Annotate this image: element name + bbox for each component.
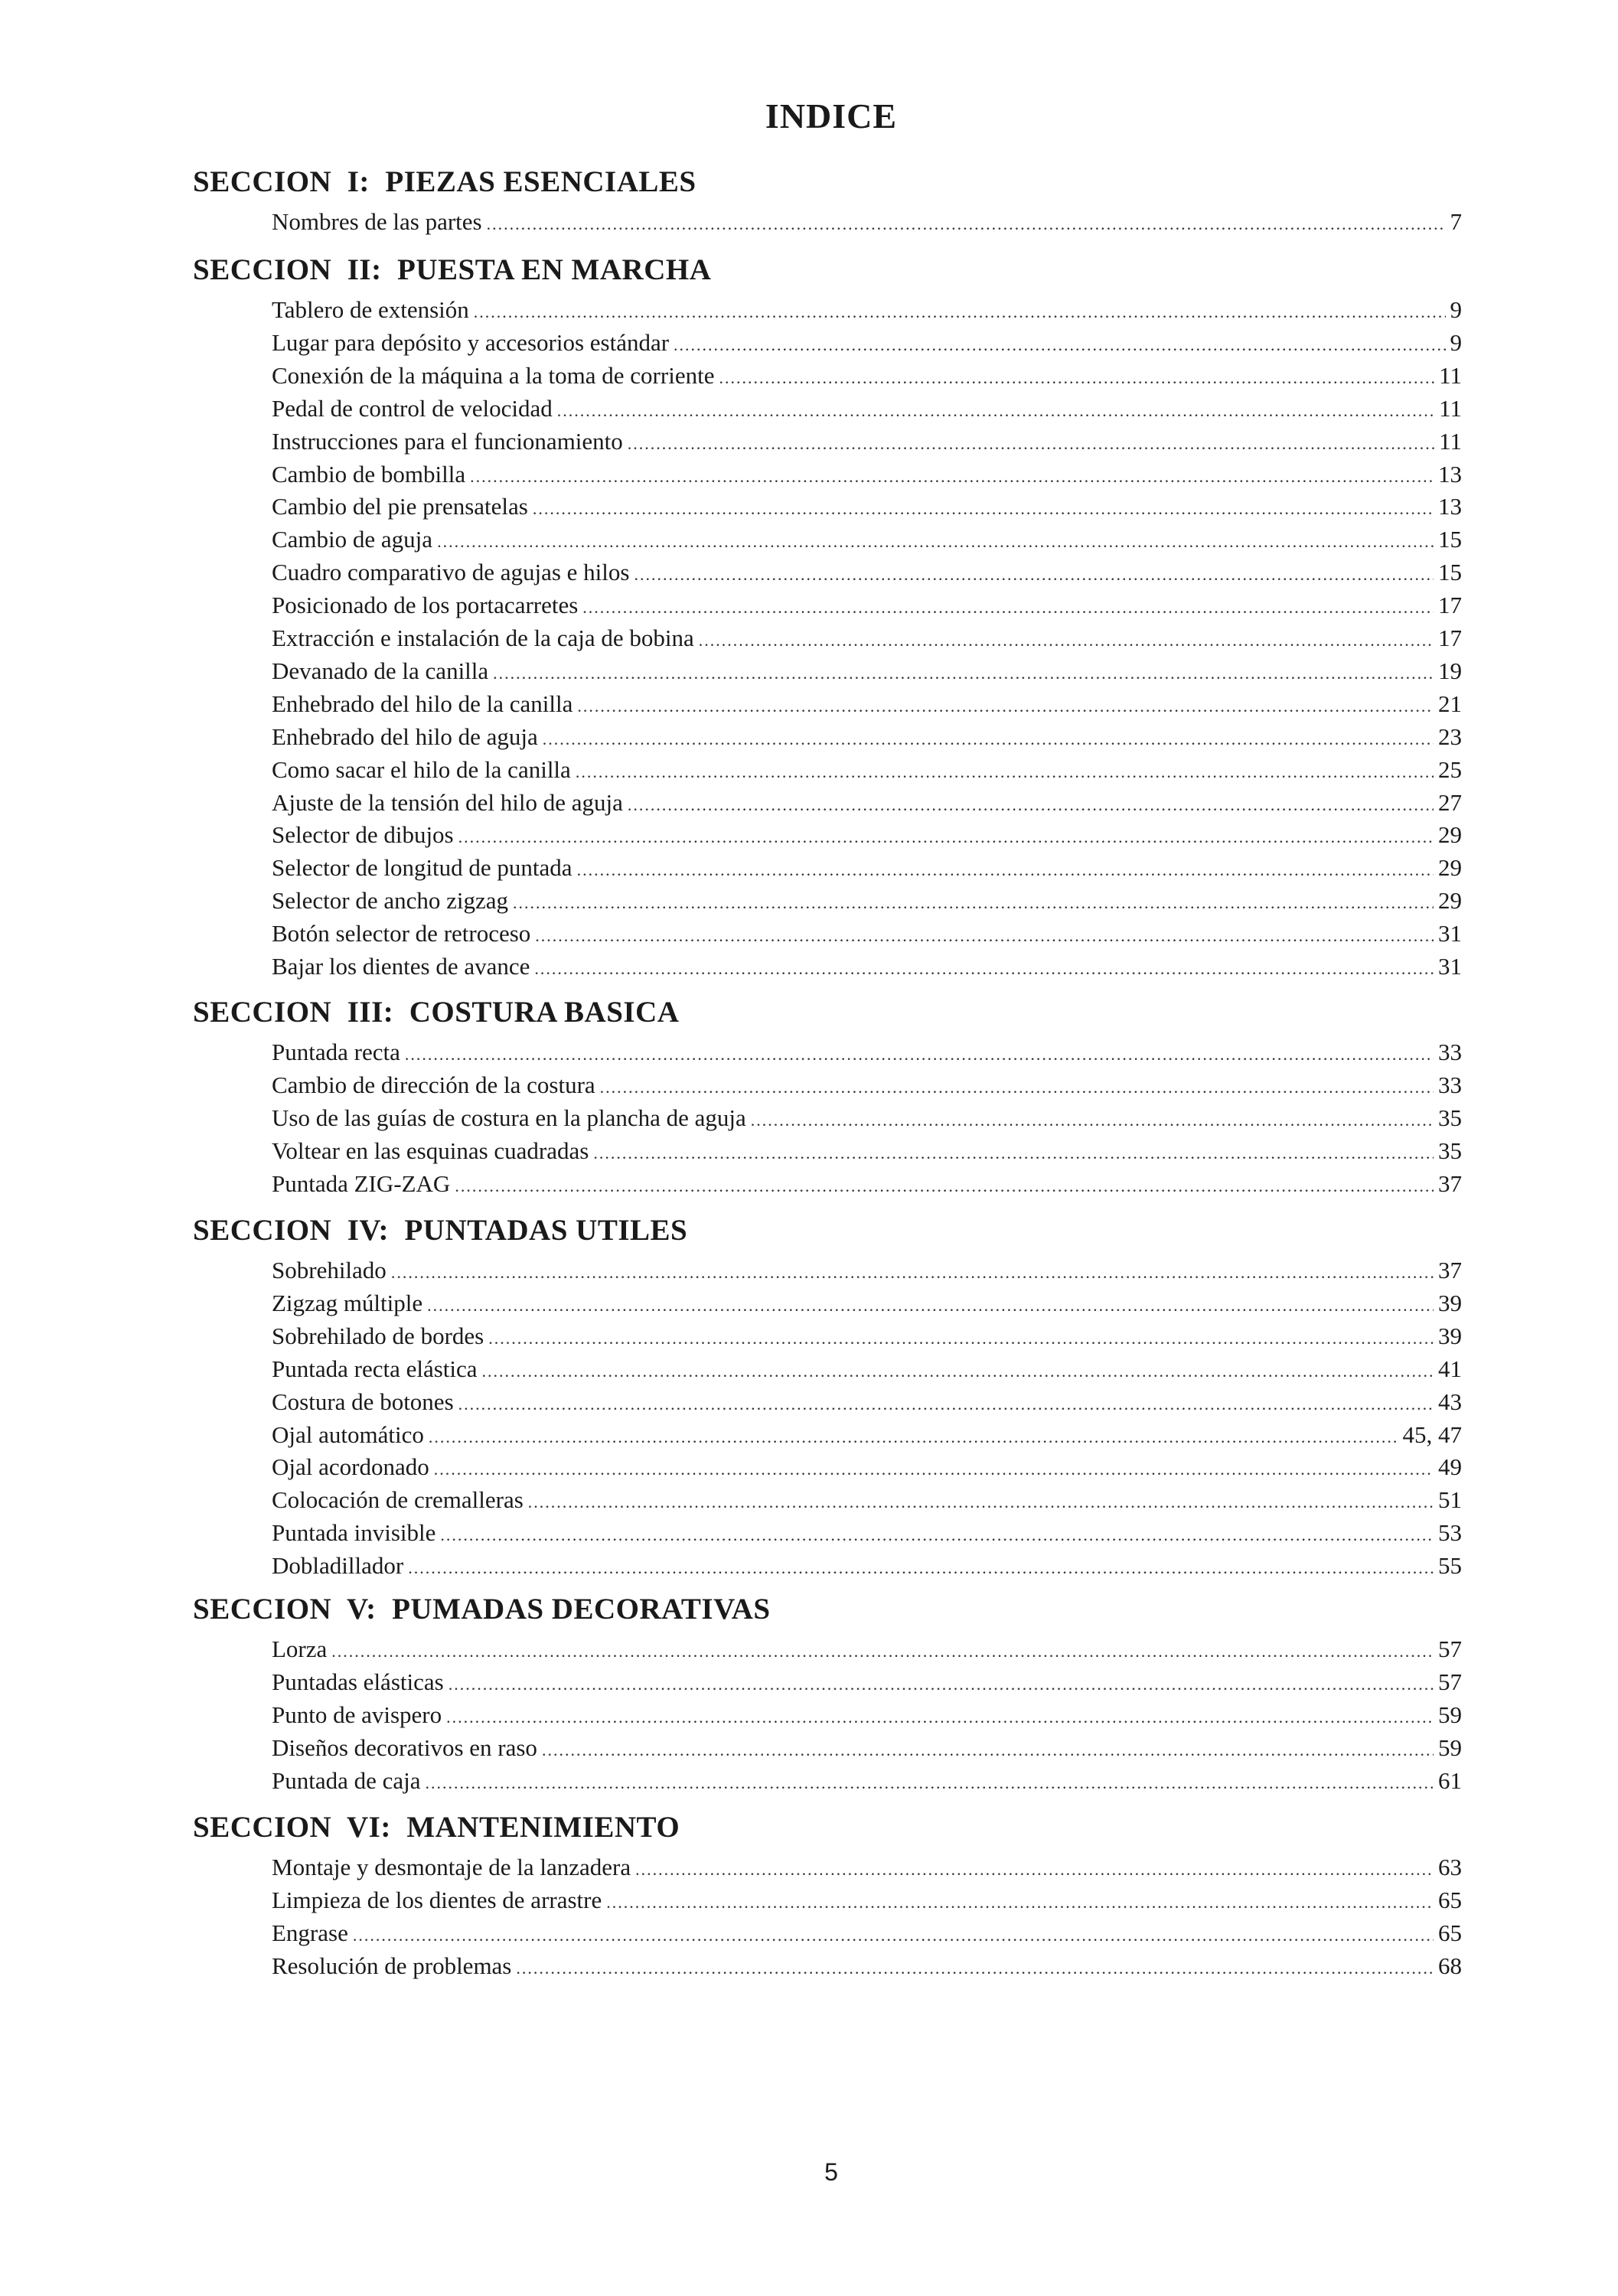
toc-entry-label: Diseños decorativos en raso xyxy=(272,1733,537,1761)
toc-entry-page: 37 xyxy=(1438,1257,1462,1283)
dot-leader xyxy=(557,401,1434,421)
toc-entry-page: 63 xyxy=(1438,1854,1462,1880)
toc-entry-label: Posicionado de los portacarretes xyxy=(272,592,579,619)
toc-entry[interactable] xyxy=(272,1919,1462,1952)
toc-entry[interactable] xyxy=(272,1388,1462,1420)
toc-entry-page: 43 xyxy=(1438,1388,1462,1415)
toc-entry-label: Conexión de la máquina a la toma de corriente xyxy=(272,361,715,389)
dot-leader xyxy=(458,827,1434,847)
dot-leader xyxy=(434,1459,1434,1479)
toc-entry-label: Botón selector de retroceso xyxy=(272,920,531,947)
dot-leader xyxy=(542,1740,1434,1760)
toc-entry-label: Colocación de cremalleras xyxy=(272,1486,524,1514)
toc-entry-page: 17 xyxy=(1438,625,1462,651)
section-heading: SECCION V: PUMADAS DECORATIVAS xyxy=(193,1593,771,1626)
toc-entry-label: Selector de longitud de puntada xyxy=(272,854,572,882)
dot-leader xyxy=(577,696,1434,716)
toc-entry-page: 31 xyxy=(1438,920,1462,947)
toc-entry[interactable] xyxy=(272,362,1462,394)
toc-entry[interactable] xyxy=(272,1071,1462,1104)
toc-entry-page: 17 xyxy=(1438,592,1462,619)
dot-leader xyxy=(719,368,1434,388)
toc-entry-label: Tablero de extensión xyxy=(272,296,469,323)
toc-entry[interactable] xyxy=(272,428,1462,460)
dot-leader xyxy=(470,467,1434,487)
toc-entry-page: 31 xyxy=(1438,953,1462,980)
toc-entry-page: 11 xyxy=(1439,361,1462,389)
toc-entry-page: 11 xyxy=(1439,394,1462,422)
toc-entry[interactable] xyxy=(272,1734,1462,1766)
toc-entry-page: 21 xyxy=(1438,690,1462,717)
toc-entry[interactable] xyxy=(272,395,1462,427)
section-heading: SECCION II: PUESTA EN MARCHA xyxy=(193,253,712,286)
toc-entry-page: 39 xyxy=(1438,1322,1462,1349)
toc-entry-label: Puntada recta elástica xyxy=(272,1355,478,1382)
toc-entry-page: 13 xyxy=(1438,493,1462,520)
toc-entry[interactable] xyxy=(272,854,1462,886)
toc-entry[interactable] xyxy=(272,723,1462,755)
toc-entry-page: 33 xyxy=(1438,1039,1462,1065)
toc-entry-label: Instrucciones para el funcionamiento xyxy=(272,427,623,455)
toc-entry-page: 33 xyxy=(1438,1071,1462,1098)
toc-entry-label: Enhebrado del hilo de la canilla xyxy=(272,690,573,717)
dot-leader xyxy=(751,1110,1434,1130)
dot-leader xyxy=(449,1675,1434,1694)
dot-leader xyxy=(582,598,1434,618)
toc-entry-page: 29 xyxy=(1438,821,1462,849)
toc-entry[interactable] xyxy=(272,756,1462,788)
toc-entry-label: Puntada ZIG-ZAG xyxy=(272,1169,451,1197)
dot-leader xyxy=(391,1263,1434,1283)
dot-leader xyxy=(458,1394,1434,1414)
toc-entry[interactable] xyxy=(272,1636,1462,1668)
toc-entry-page: 45, 47 xyxy=(1402,1420,1462,1448)
toc-entry[interactable] xyxy=(272,625,1462,657)
toc-entry-page: 68 xyxy=(1438,1952,1462,1979)
toc-entry-label: Devanado de la canilla xyxy=(272,657,489,684)
toc-entry-label: Punto de avispero xyxy=(272,1701,442,1728)
toc-entry-page: 35 xyxy=(1438,1104,1462,1131)
toc-entry[interactable] xyxy=(272,493,1462,525)
toc-entry-page: 53 xyxy=(1438,1519,1462,1547)
dot-leader xyxy=(488,1329,1434,1349)
toc-entry[interactable] xyxy=(272,789,1462,821)
toc-entry[interactable] xyxy=(272,1552,1462,1584)
dot-leader xyxy=(513,893,1434,913)
toc-entry[interactable] xyxy=(272,657,1462,690)
toc-entry[interactable] xyxy=(272,1887,1462,1919)
toc-entry-page: 41 xyxy=(1438,1355,1462,1382)
dot-leader xyxy=(437,532,1434,552)
toc-entry[interactable] xyxy=(272,559,1462,591)
toc-entry-label: Cambio del pie prensatelas xyxy=(272,493,528,520)
dot-leader xyxy=(474,302,1446,322)
toc-entry[interactable] xyxy=(272,461,1462,493)
toc-entry-label: Cambio de bombilla xyxy=(272,460,466,488)
dot-leader xyxy=(628,795,1434,815)
toc-entry-label: Cambio de aguja xyxy=(272,526,433,553)
toc-entry-label: Ojal acordonado xyxy=(272,1453,429,1481)
section-heading: SECCION III: COSTURA BASICA xyxy=(193,996,680,1029)
toc-entry-label: Limpieza de los dientes de arrastre xyxy=(272,1886,602,1913)
dot-leader xyxy=(628,434,1434,454)
toc-entry-page: 7 xyxy=(1450,208,1462,235)
toc-entry[interactable] xyxy=(272,690,1462,722)
toc-entry[interactable] xyxy=(272,1952,1462,1985)
toc-entry[interactable] xyxy=(272,920,1462,952)
toc-entry[interactable] xyxy=(272,208,1462,240)
toc-entry-label: Cuadro comparativo de agujas e hilos xyxy=(272,559,630,586)
toc-entry[interactable] xyxy=(272,526,1462,558)
dot-leader xyxy=(528,1492,1434,1512)
toc-entry-label: Puntadas elásticas xyxy=(272,1668,444,1695)
dot-leader xyxy=(429,1427,1398,1447)
toc-entry-page: 29 xyxy=(1438,854,1462,882)
toc-entry-page: 25 xyxy=(1438,755,1462,783)
toc-entry-label: Puntada recta xyxy=(272,1039,400,1065)
toc-entry-label: Selector de ancho zigzag xyxy=(272,887,508,915)
toc-entry-label: Voltear en las esquinas cuadradas xyxy=(272,1137,589,1164)
toc-entry[interactable] xyxy=(272,1854,1462,1886)
toc-entry-page: 35 xyxy=(1438,1137,1462,1164)
toc-entry-label: Ojal automático xyxy=(272,1420,424,1448)
dot-leader xyxy=(674,335,1445,355)
dot-leader xyxy=(606,1893,1434,1913)
toc-entry[interactable] xyxy=(272,1170,1462,1202)
toc-entry[interactable] xyxy=(272,1104,1462,1137)
toc-entry[interactable] xyxy=(272,1668,1462,1701)
section-heading: SECCION VI: MANTENIMIENTO xyxy=(193,1811,680,1844)
toc-entry-page: 39 xyxy=(1438,1289,1462,1316)
toc-entry[interactable] xyxy=(272,1355,1462,1388)
toc-entry-page: 29 xyxy=(1438,887,1462,915)
toc-entry-label: Zigzag múltiple xyxy=(272,1289,423,1316)
dot-leader xyxy=(516,1958,1434,1978)
toc-entry-label: Sobrehilado de bordes xyxy=(272,1322,484,1349)
page-title: INDICE xyxy=(765,96,898,135)
dot-leader xyxy=(543,729,1434,749)
toc-entry-label: Engrase xyxy=(272,1919,348,1946)
section-heading: SECCION IV: PUNTADAS UTILES xyxy=(193,1214,688,1247)
toc-entry-page: 27 xyxy=(1438,788,1462,816)
toc-entry[interactable] xyxy=(272,1767,1462,1799)
toc-entry-label: Dobladillador xyxy=(272,1552,404,1580)
toc-entry-label: Resolución de problemas xyxy=(272,1952,512,1979)
toc-entry[interactable] xyxy=(272,1257,1462,1289)
dot-leader xyxy=(576,762,1434,782)
toc-entry-page: 23 xyxy=(1438,722,1462,750)
toc-entry-page: 59 xyxy=(1438,1701,1462,1728)
toc-entry-page: 9 xyxy=(1450,328,1462,356)
dot-leader xyxy=(427,1296,1434,1316)
toc-entry-label: Puntada de caja xyxy=(272,1766,421,1794)
dot-leader xyxy=(635,1860,1434,1880)
dot-leader xyxy=(533,499,1434,519)
toc-entry[interactable] xyxy=(272,1137,1462,1169)
toc-entry-page: 57 xyxy=(1438,1636,1462,1662)
toc-entry-label: Selector de dibujos xyxy=(272,821,454,849)
toc-entry[interactable] xyxy=(272,1519,1462,1551)
toc-entry-page: 9 xyxy=(1450,296,1462,323)
section-heading: SECCION I: PIEZAS ESENCIALES xyxy=(193,165,696,198)
toc-entry[interactable] xyxy=(272,953,1462,985)
dot-leader xyxy=(331,1642,1434,1662)
dot-leader xyxy=(699,631,1434,651)
dot-leader xyxy=(487,214,1446,234)
toc-entry-label: Montaje y desmontaje de la lanzadera xyxy=(272,1854,631,1880)
dot-leader xyxy=(593,1143,1434,1163)
toc-entry[interactable] xyxy=(272,1421,1462,1453)
toc-entry[interactable] xyxy=(272,592,1462,624)
dot-leader xyxy=(577,860,1434,880)
page-number: 5 xyxy=(824,2158,838,2186)
toc-entry-page: 65 xyxy=(1438,1886,1462,1913)
toc-entry[interactable] xyxy=(272,1486,1462,1518)
toc-entry-label: Costura de botones xyxy=(272,1388,454,1415)
dot-leader xyxy=(534,959,1434,979)
toc-entry-page: 13 xyxy=(1438,460,1462,488)
toc-entry[interactable] xyxy=(272,821,1462,853)
toc-entry-label: Bajar los dientes de avance xyxy=(272,953,530,980)
toc-entry-page: 61 xyxy=(1438,1766,1462,1794)
dot-leader xyxy=(405,1045,1434,1065)
toc-entry-page: 49 xyxy=(1438,1453,1462,1481)
toc-entry-page: 51 xyxy=(1438,1486,1462,1514)
dot-leader xyxy=(426,1773,1434,1793)
toc-entry-page: 15 xyxy=(1438,526,1462,553)
toc-entry-page: 59 xyxy=(1438,1733,1462,1761)
dot-leader xyxy=(353,1926,1434,1945)
toc-entry-label: Pedal de control de velocidad xyxy=(272,394,553,422)
toc-entry-page: 57 xyxy=(1438,1668,1462,1695)
toc-entry[interactable] xyxy=(272,329,1462,361)
toc-entry-page: 19 xyxy=(1438,657,1462,684)
dot-leader xyxy=(482,1362,1434,1381)
toc-entry-label: Lugar para depósito y accesorios estándar xyxy=(272,328,670,356)
toc-entry-label: Extracción e instalación de la caja de bobina xyxy=(272,625,694,651)
toc-entry-label: Ajuste de la tensión del hilo de aguja xyxy=(272,788,623,816)
dot-leader xyxy=(455,1176,1434,1196)
toc-entry[interactable] xyxy=(272,1701,1462,1733)
toc-entry-label: Como sacar el hilo de la canilla xyxy=(272,755,571,783)
toc-entry[interactable] xyxy=(272,1290,1462,1322)
dot-leader xyxy=(600,1078,1434,1097)
toc-entry-label: Nombres de las partes xyxy=(272,208,482,235)
toc-entry[interactable] xyxy=(272,1039,1462,1071)
dot-leader xyxy=(408,1558,1434,1578)
toc-entry-label: Enhebrado del hilo de aguja xyxy=(272,722,538,750)
toc-entry-page: 37 xyxy=(1438,1169,1462,1197)
toc-entry-page: 15 xyxy=(1438,559,1462,586)
dot-leader xyxy=(446,1707,1434,1727)
toc-entry-label: Puntada invisible xyxy=(272,1519,436,1547)
toc-entry-label: Lorza xyxy=(272,1636,328,1662)
dot-leader xyxy=(634,565,1434,585)
toc-entry[interactable] xyxy=(272,296,1462,328)
toc-entry-label: Sobrehilado xyxy=(272,1257,387,1283)
toc-entry-page: 11 xyxy=(1439,427,1462,455)
toc-entry-page: 55 xyxy=(1438,1552,1462,1580)
toc-entry[interactable] xyxy=(272,1453,1462,1486)
toc-entry-label: Cambio de dirección de la costura xyxy=(272,1071,595,1098)
dot-leader xyxy=(493,664,1434,683)
toc-entry-label: Uso de las guías de costura en la plancha de aguja xyxy=(272,1104,746,1131)
toc-entry[interactable] xyxy=(272,1322,1462,1355)
dot-leader xyxy=(440,1525,1434,1545)
toc-entry-page: 65 xyxy=(1438,1919,1462,1946)
toc-entry[interactable] xyxy=(272,887,1462,919)
dot-leader xyxy=(535,926,1434,946)
